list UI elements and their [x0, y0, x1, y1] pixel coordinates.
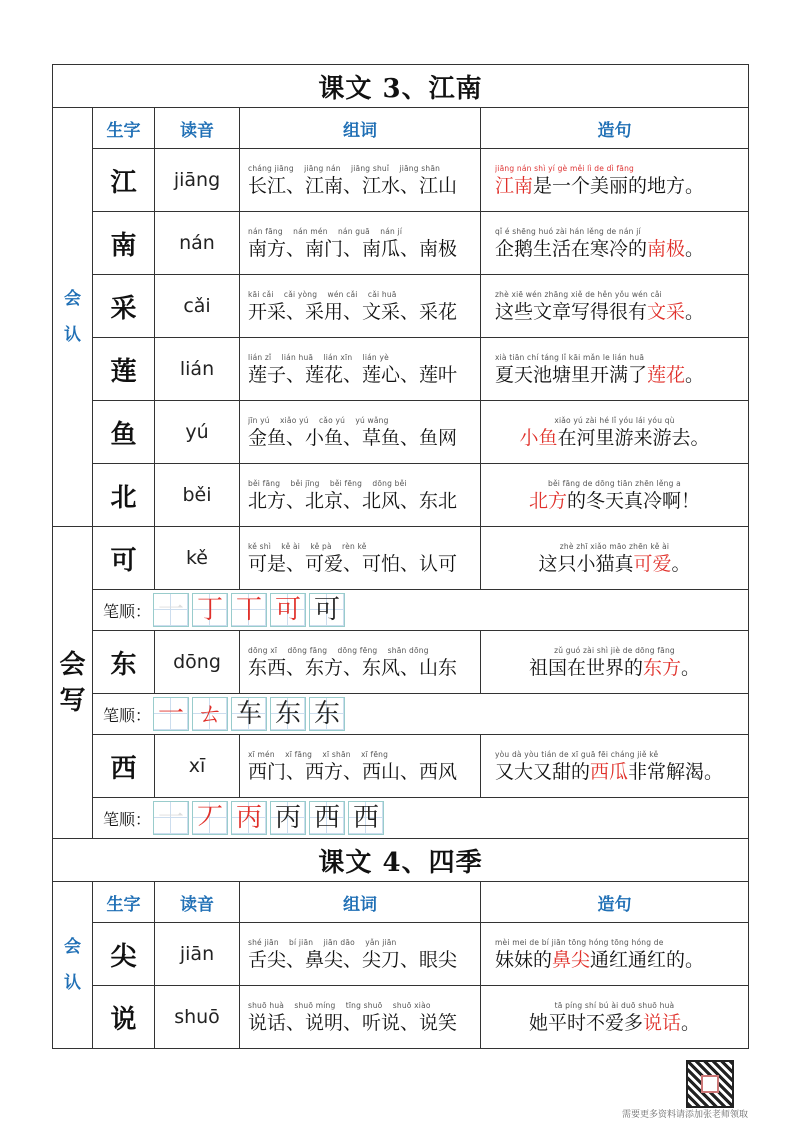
sentence-text: 小鱼在河里游来游去。 — [519, 426, 710, 449]
words-text: 长江、江南、江水、江山 — [248, 174, 458, 197]
header-pinyin: 读音 — [155, 108, 240, 149]
qr-code-icon[interactable] — [686, 1060, 734, 1108]
sentence-pinyin: xià tiān chí táng lǐ kāi mǎn le lián huā — [495, 352, 645, 362]
stroke-label: 笔顺： — [103, 705, 152, 725]
sentence-text: 夏天池塘里开满了莲花。 — [495, 363, 705, 386]
sentence-pinyin: zhè xiē wén zhāng xiě de hěn yǒu wén cǎi — [495, 289, 662, 299]
table-row — [53, 275, 749, 338]
pinyin-cell: yú — [155, 401, 240, 464]
table-row — [53, 149, 749, 212]
words-pinyin: běi fāng běi jīng běi fēng dōng běi — [248, 478, 407, 488]
stroke-box: ㄊ — [192, 697, 228, 731]
table-row — [53, 631, 749, 694]
words-text: 舌尖、鼻尖、尖刀、眼尖 — [248, 948, 458, 971]
pinyin-cell: xī — [155, 735, 240, 798]
words-pinyin: cháng jiāng jiāng nán jiāng shuǐ jiāng shān — [248, 163, 441, 173]
header-char: 生字 — [93, 882, 155, 923]
stroke-box: 西 — [348, 801, 384, 835]
sentence-pinyin: yòu dà yòu tián de xī guā fēi cháng jiě kě — [495, 749, 659, 759]
words-text: 说话、说明、听说、说笑 — [248, 1011, 458, 1034]
lesson3-table — [52, 64, 749, 1049]
pinyin-cell: lián — [155, 338, 240, 401]
words-pinyin: nán fāng nán mén nán guā nán jí — [248, 226, 403, 236]
table-row — [53, 212, 749, 275]
table-row — [53, 923, 749, 986]
words-text: 西门、西方、西山、西风 — [248, 760, 458, 783]
pinyin-cell: jiāng — [155, 149, 240, 212]
char-cell: 东 — [93, 631, 155, 694]
footer-note: 需要更多资料请添加张老师领取 — [621, 1110, 748, 1120]
pinyin-cell: jiān — [155, 923, 240, 986]
char-cell: 尖 — [93, 923, 155, 986]
sentence-text: 这只小猫真可爱。 — [538, 552, 691, 575]
lesson3-title: 课文 3、江南 — [53, 65, 749, 108]
group-write: 会 写 — [53, 527, 93, 839]
words-text: 金鱼、小鱼、草鱼、鱼网 — [248, 426, 458, 449]
stroke-label: 笔顺： — [103, 809, 152, 829]
header-sentence: 造句 — [481, 108, 749, 149]
header-words: 组词 — [240, 882, 481, 923]
sentence-text: 又大又甜的西瓜非常解渴。 — [495, 760, 724, 783]
words-text: 北方、北京、北风、东北 — [248, 489, 458, 512]
stroke-order-row — [53, 798, 749, 839]
stroke-box: 丁 — [192, 593, 228, 627]
stroke-box: 一 — [153, 593, 189, 627]
stroke-box: 东 — [309, 697, 345, 731]
sentence-text: 她平时不爱多说话。 — [528, 1011, 701, 1034]
footer — [588, 1060, 748, 1120]
words-pinyin: lián zǐ lián huā lián xīn lián yè — [248, 352, 389, 362]
pinyin-cell: shuō — [155, 986, 240, 1049]
pinyin-cell: kě — [155, 527, 240, 590]
pinyin-cell: dōng — [155, 631, 240, 694]
table-row — [53, 735, 749, 798]
char-cell: 西 — [93, 735, 155, 798]
sentence-text: 企鹅生活在寒冷的南极。 — [495, 237, 705, 260]
table-row — [53, 401, 749, 464]
words-pinyin: kě shì kě ài kě pà rèn kě — [248, 541, 367, 551]
char-cell: 采 — [93, 275, 155, 338]
sentence-pinyin: mèi mei de bí jiān tōng hóng tōng hóng de — [495, 937, 664, 947]
sentence-text: 江南是一个美丽的地方。 — [495, 174, 705, 197]
char-cell: 可 — [93, 527, 155, 590]
pinyin-cell: běi — [155, 464, 240, 527]
words-pinyin: dōng xī dōng fāng dōng fēng shān dōng — [248, 645, 429, 655]
char-cell: 北 — [93, 464, 155, 527]
char-cell: 鱼 — [93, 401, 155, 464]
sentence-text: 祖国在世界的东方。 — [528, 656, 701, 679]
words-text: 莲子、莲花、莲心、莲叶 — [248, 363, 458, 386]
table-row — [53, 338, 749, 401]
sentence-text: 这些文章写得很有文采。 — [495, 300, 705, 323]
sentence-pinyin: jiāng nán shì yí gè měi lì de dì fāng — [495, 163, 635, 173]
stroke-box: 一 — [153, 801, 189, 835]
stroke-box: 丅 — [231, 593, 267, 627]
sentence-pinyin: běi fāng de dōng tiān zhēn lěng a — [548, 478, 681, 488]
words-pinyin: kāi cǎi cǎi yòng wén cǎi cǎi huā — [248, 289, 397, 299]
stroke-order-row — [53, 590, 749, 631]
stroke-box: 车 — [231, 697, 267, 731]
header-words: 组词 — [240, 108, 481, 149]
words-text: 南方、南门、南瓜、南极 — [248, 237, 458, 260]
sentence-pinyin: tā píng shí bú ài duō shuō huà — [554, 1000, 675, 1010]
group-recognize: 会 认 — [53, 108, 93, 527]
stroke-label: 笔顺： — [103, 601, 152, 621]
stroke-box: 丆 — [192, 801, 228, 835]
sentence-pinyin: qǐ é shēng huó zài hán lěng de nán jí — [495, 226, 641, 236]
words-pinyin: xī mén xī fāng xī shān xī fēng — [248, 749, 389, 759]
table-row — [53, 464, 749, 527]
worksheet — [52, 64, 748, 1049]
sentence-pinyin: xiǎo yú zài hé lǐ yóu lái yóu qù — [554, 415, 675, 425]
header-sentence: 造句 — [481, 882, 749, 923]
stroke-box: 西 — [309, 801, 345, 835]
lesson4-title: 课文 4、四季 — [53, 839, 749, 882]
pinyin-cell: nán — [155, 212, 240, 275]
sentence-text: 北方的冬天真冷啊！ — [528, 489, 701, 512]
stroke-box: 可 — [309, 593, 345, 627]
sentence-pinyin: zǔ guó zài shì jiè de dōng fāng — [554, 645, 675, 655]
header-char: 生字 — [93, 108, 155, 149]
sentence-text: 妹妹的鼻尖通红通红的。 — [495, 948, 705, 971]
char-cell: 莲 — [93, 338, 155, 401]
char-cell: 江 — [93, 149, 155, 212]
header-pinyin: 读音 — [155, 882, 240, 923]
words-pinyin: shuō huà shuō míng tīng shuō shuō xiào — [248, 1000, 431, 1010]
words-pinyin: jīn yú xiǎo yú cǎo yú yú wǎng — [248, 415, 389, 425]
group-recognize-2: 会 认 — [53, 882, 93, 1049]
char-cell: 说 — [93, 986, 155, 1049]
table-row — [53, 527, 749, 590]
stroke-box: 东 — [270, 697, 306, 731]
stroke-box: 可 — [270, 593, 306, 627]
sentence-pinyin: zhè zhī xiǎo māo zhēn kě ài — [559, 541, 670, 551]
words-text: 可是、可爱、可怕、认可 — [248, 552, 458, 575]
pinyin-cell: cǎi — [155, 275, 240, 338]
words-text: 开采、采用、文采、采花 — [248, 300, 458, 323]
char-cell: 南 — [93, 212, 155, 275]
words-text: 东西、东方、东风、山东 — [248, 656, 458, 679]
stroke-box: 丙 — [270, 801, 306, 835]
table-row — [53, 986, 749, 1049]
stroke-order-row — [53, 694, 749, 735]
stroke-box: 一 — [153, 697, 189, 731]
words-pinyin: shé jiān bí jiān jiān dāo yǎn jiān — [248, 937, 397, 947]
stroke-box: 丙 — [231, 801, 267, 835]
